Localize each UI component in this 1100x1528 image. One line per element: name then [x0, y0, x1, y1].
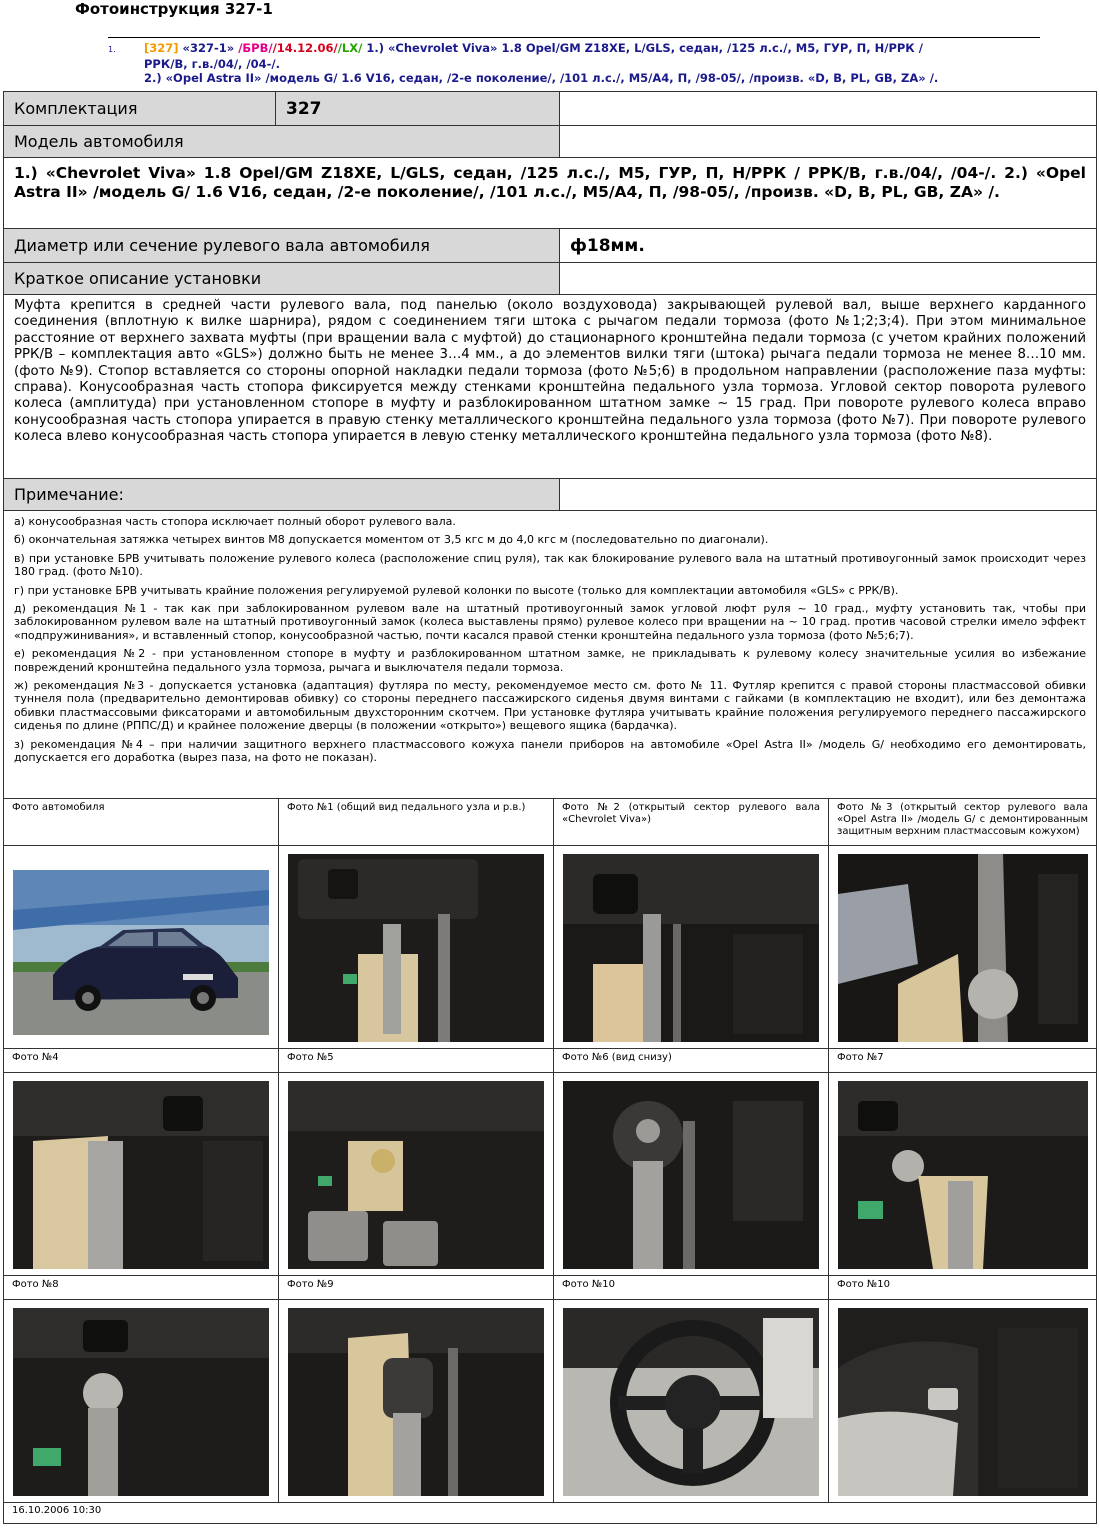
- photo-caption: Фото №6 (вид снизу): [553, 1048, 829, 1073]
- header-line2: РРК/В, г.в./04/, /04-/.: [144, 57, 280, 71]
- diameter-label: Диаметр или сечение рулевого вала автомобиля: [3, 228, 560, 263]
- note-empty-cell: [559, 478, 1097, 511]
- steering-shaft-photo-3: [838, 854, 1088, 1042]
- note-b: б) окончательная затяжка четырех винтов М8 допускается моментом от 3,5 кгс м до 4,0 кгс м (последовательно по диагонали).: [14, 533, 769, 547]
- header-block: [108, 41, 1048, 85]
- car-photo: [13, 870, 269, 1035]
- note-h: з) рекомендация №4 – при наличии защитного верхнего пластмассового кожуха панели приборов на автомобиле «Opel Astra II» /модель G/ необходимо его демонтировать, допускается его доработка (вырез паза, на фото не показан).: [14, 737, 1086, 765]
- header-divider: [108, 37, 1040, 38]
- photo-cell: [553, 1299, 829, 1503]
- desc-empty-cell: [559, 262, 1097, 295]
- coupling-photo-4: [13, 1081, 269, 1269]
- photo-caption: Фото №10: [828, 1275, 1097, 1300]
- case-mount-photo-10: [838, 1308, 1088, 1496]
- photo-cell: [278, 1072, 554, 1276]
- komplekt-label: Комплектация: [3, 91, 276, 126]
- komplekt-empty-cell: [559, 91, 1097, 126]
- stopper-left-photo-8: [13, 1308, 269, 1496]
- note-g: ж) рекомендация №3 - допускается установка (адаптация) футляра по месту, рекомендуемое место см. фото № 11. Футляр крепится с правой стороны пластмассовой обивки туннеля пола (предварительно демонтировав обивку) со стороны переднего пассажирского сиденья двумя винтами с гайками (в комплектацию не входит), или без демонтажа обивки пластмассовыми фиксаторами и автомобильным двухсторонним скотчем. При установке футляра учитывать крайние положения регулируемого переднего пассажирского сиденья по длине (РППС/Д) и крайнее положение дверцы (в положении «открыто») вещевого ящика (бардачка).: [14, 679, 1086, 733]
- photo-cell: [553, 845, 829, 1049]
- pedal-assembly-photo-1: [288, 854, 544, 1042]
- photo-cell: [278, 1299, 554, 1503]
- steering-shaft-photo-2: [563, 854, 819, 1042]
- photo-caption: Фото №3 (открытый сектор рулевого вала «Opel Astra II» /модель G/ с демонтированным защитным верхним пластмассовым кожухом): [828, 798, 1097, 846]
- photo-caption: Фото №2 (открытый сектор рулевого вала «Chevrolet Viva»): [553, 798, 829, 846]
- note-label: Примечание:: [3, 478, 560, 511]
- header-code2: «327-1»: [182, 41, 235, 55]
- header-code: [327]: [144, 41, 179, 55]
- note-f: е) рекомендация №2 - при установленном стопоре в муфту и разблокированном штатном замке, не прикладывать к рулевому колесу значительные усилия во избежание повреждений кронштейна педального узла тормоза, рычага и выключателя педали тормоза.: [14, 647, 1086, 674]
- photo-caption: Фото №8: [3, 1275, 279, 1300]
- header-date: /14.12.06/: [272, 41, 338, 55]
- photo-caption: Фото №7: [828, 1048, 1097, 1073]
- photo-cell: [828, 1299, 1097, 1503]
- photo-caption: Фото №4: [3, 1048, 279, 1073]
- model-label: Модель автомобиля: [3, 125, 560, 158]
- footer-timestamp: 16.10.2006 10:30: [3, 1502, 1097, 1524]
- note-c: в) при установке БРВ учитывать положение рулевого колеса (расположение спиц руля), так как блокирование рулевого вала на штатный противоугонный замок происходит через 180 град. (фото №10).: [14, 551, 1086, 579]
- photo-caption: Фото №1 (общий вид педального узла и р.в.): [278, 798, 554, 846]
- photo-cell: [828, 845, 1097, 1049]
- header-line1: 1.) «Chevrolet Viva» 1.8 Opel/GM Z18XE, L/GLS, седан, /125 л.с./, М5, ГУР, П, Н/РРК /: [362, 41, 923, 55]
- desc-label: Краткое описание установки: [3, 262, 560, 295]
- header-brv: /БРВ/: [238, 41, 273, 55]
- komplekt-value: 327: [275, 91, 560, 126]
- photo-cell: [278, 845, 554, 1049]
- photo-caption: Фото №10: [553, 1275, 829, 1300]
- note-a: а) конусообразная часть стопора исключает полный оборот рулевого вала.: [14, 515, 456, 528]
- steering-wheel-photo-10: [563, 1308, 819, 1496]
- document-title: Фотоинструкция 327-1: [75, 0, 273, 18]
- bottom-view-photo-6: [563, 1081, 819, 1269]
- pedal-photo-5: [288, 1081, 544, 1269]
- photo-cell: [553, 1072, 829, 1276]
- header-item-number: 1.: [108, 45, 116, 54]
- note-e: д) рекомендация №1 - так как при заблокированном рулевом вале на штатный противоугонный замок угловой люфт руля ~ 10 град., муфту установить так, чтобы при заблокированном рулевом вале на штатный противоугонный замок (колеса выставлены прямо) рулевое колесо при вращении на ~ 10 град. против часовой стрелки имело эффект «подпружинивания», и вставленный стопор, конусообразной частью, почти касался правой стенки кронштейна педального узла тормоза (фото №5;6;7).: [14, 602, 1086, 642]
- photo-caption: Фото автомобиля: [3, 798, 279, 846]
- photo-cell: [3, 1299, 279, 1503]
- stopper-right-photo-7: [838, 1081, 1088, 1269]
- model-empty-cell: [559, 125, 1097, 158]
- photo-cell: [3, 1072, 279, 1276]
- header-lx: /LX/: [337, 41, 363, 55]
- photo-caption: Фото №5: [278, 1048, 554, 1073]
- distance-photo-9: [288, 1308, 544, 1496]
- notes-block: [3, 510, 1097, 799]
- diameter-value: ф18мм.: [559, 228, 1097, 263]
- note-d: г) при установке БРВ учитывать крайние положения регулируемой рулевой колонки по высоте (только для комплектации автомобиля «GLS» с РРК/В).: [14, 583, 899, 597]
- header-line3: 2.) «Opel Astra II» /модель G/ 1.6 V16, седан, /2-е поколение/, /101 л.с./, М5/А4, П, /98-05/, /произв. «D, B, PL, GB, ZA» /.: [144, 71, 939, 85]
- photo-cell: [3, 845, 279, 1049]
- models-text: 1.) «Chevrolet Viva» 1.8 Opel/GM Z18XE, L/GLS, седан, /125 л.с./, М5, ГУР, П, Н/РРК / РРК/В, г.в./04/, /04-/. 2.) «Opel Astra II» /модель G/ 1.6 V16, седан, /2-е поколение/, /101 л.с./, М5/А4, П, /98-05/, /произв. «D, B, PL, GB, ZA» /.: [3, 157, 1097, 229]
- description-text: Муфта крепится в средней части рулевого вала, под панелью (около воздуховода) закрывающей рулевой вал, выше верхнего карданного соединения (вплотную к вилке шарнира), рядом с соединением тяги штока с рычагом педали тормоза (фото №1;2;3;4). При этом минимальное расстояние от верхнего захвата муфты (при вращении вала с муфтой) до стационарного кронштейна педали тормоза (с учетом крайних положений РРК/В – комплектация авто «GLS») должно быть не менее 3…4 мм., а до элементов вилки тяги (штока) рычага педали тормоза не менее 8…10 мм. (фото №9). Стопор вставляется со стороны опорной накладки педали тормоза (фото №5;6) в продольном направлении (расположение паза муфты: справа). Конусообразная часть стопора фиксируется между стенками кронштейна педального узла тормоза. Угловой сектор поворота рулевого колеса (амплитуда) при установленном стопоре в муфту и разблокированном штатном замке ~ 15 град. При повороте рулевого колеса вправо конусообразная часть стопора упирается в правую стенку металлического кронштейна педального узла тормоза (фото №7). При повороте рулевого колеса влево конусообразная часть стопора упирается в левую стенку металлического кронштейна педального узла тормоза (фото №8).: [3, 294, 1097, 479]
- photo-caption: Фото №9: [278, 1275, 554, 1300]
- photo-cell: [828, 1072, 1097, 1276]
